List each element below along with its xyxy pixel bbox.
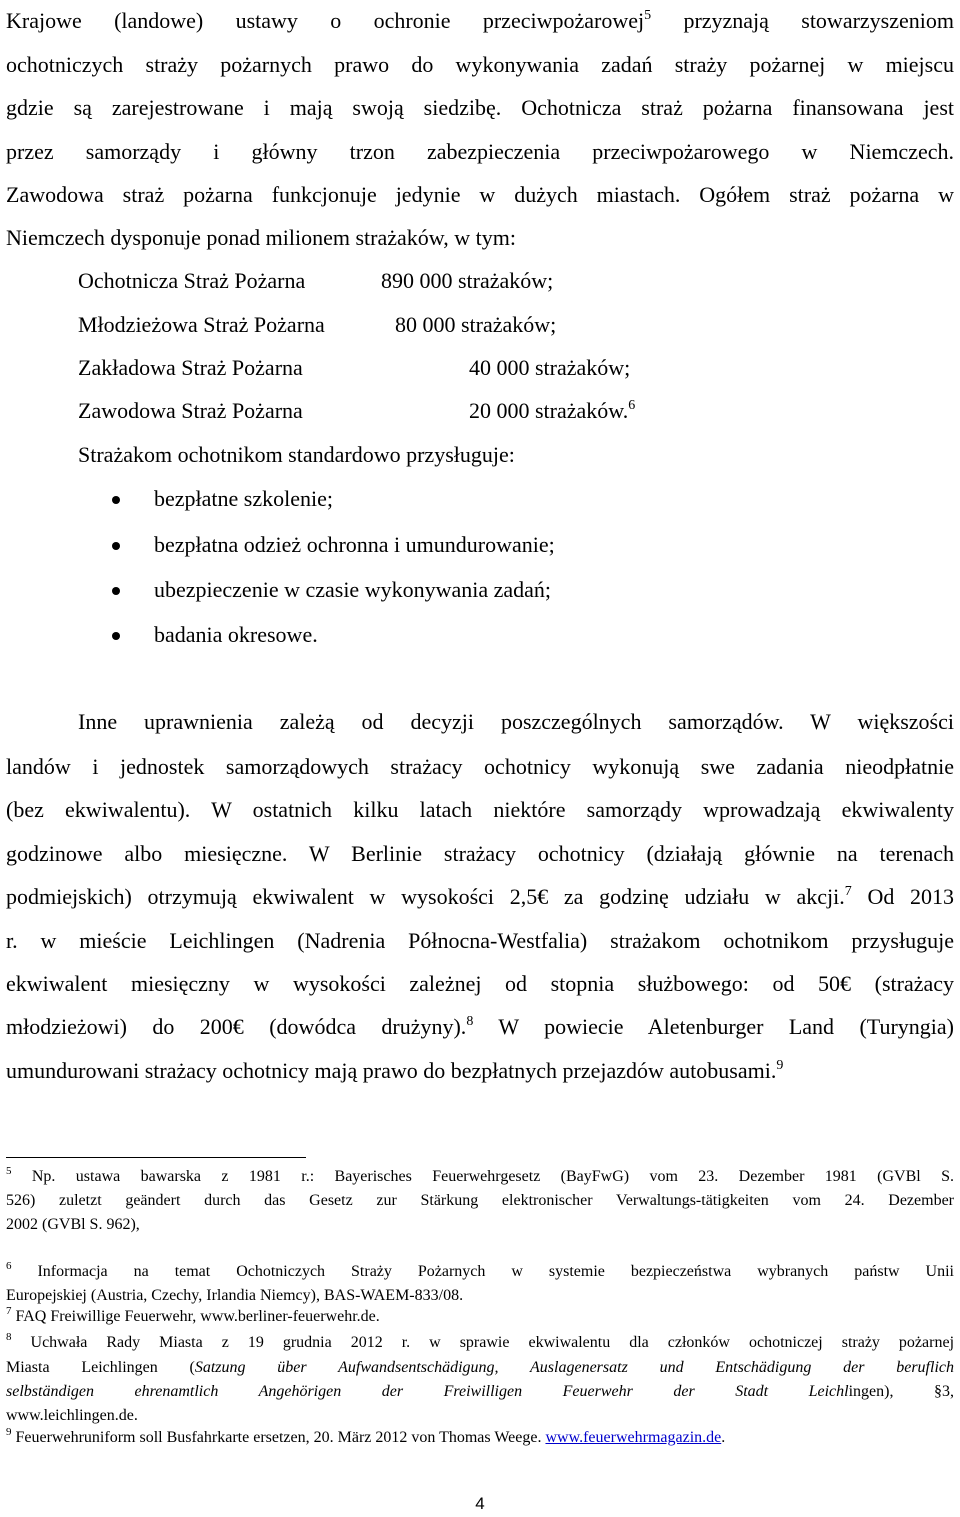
paragraph-2-line-6: r. w mieście Leichlingen (Nadrenia Północna-Westfalia) strażakom ochotnikom przysługuje [6, 928, 954, 953]
footnote-ref-5[interactable]: 5 [644, 8, 652, 23]
benefit-item: ubezpieczenie w czasie wykonywania zadań; [154, 577, 552, 602]
footnote-8: $^8$ Uchwała Rady Miasta z 19 grudnia 2012 r. w sprawie ekwiwalentu dla członków ochotniczej straży pożarnej [6, 1331, 955, 1351]
paragraph-2-line-3: (bez ekwiwalentu). W ostatnich kilku latach niektóre samorządy wprowadzają ekwiwalenty [6, 797, 954, 822]
paragraph-1-line-6: Niemczech dysponuje ponad milionem strażaków, w tym: [6, 225, 516, 250]
footnote-5: $^5$ Np. ustawa bawarska z 1981 r.: Bayerisches Feuerwehrgesetz (BayFwG) vom 23. Dezember 1981 (GVBl S. [6, 1165, 954, 1185]
page-number: 4 [475, 1494, 485, 1513]
footnote-5-line-2: 526) zuletzt geändert durch das Gesetz zur Stärkung elektronischer Verwaltungs-tätigkeiten vom 24. Dezember [6, 1192, 954, 1209]
footnote-9: $^9$ Feuerwehruniform soll Busfahrkarte ersetzen, 20. März 2012 von Thomas Weege. www.feuerwehrmagazin.de. [6, 1426, 726, 1446]
paragraph-1-line-1: Krajowe (landowe) ustawy o ochronie przeciwpożarowej$^5$ przyznają stowarzyszeniom [6, 8, 954, 33]
bullet-icon [112, 587, 120, 595]
paragraph-2-line-1: Inne uprawnienia zależą od decyzji poszczególnych samorządów. W większości [78, 709, 954, 734]
footnote-8-line-4: www.leichlingen.de. [6, 1407, 138, 1424]
paragraph-2-line-2: landów i jednostek samorządowych strażacy ochotnicy wykonują swe zadania nieodpłatnie [6, 754, 954, 779]
brigade-name: Ochotnicza Straż Pożarna [78, 268, 306, 293]
paragraph-1-line-2: ochotniczych straży pożarnych prawo do wykonywania zadań straży pożarnej w miejscu [6, 52, 954, 77]
paragraph-1-line-3: gdzie są zarejestrowane i mają swoją siedzibę. Ochotnicza straż pożarna finansowana jest [6, 95, 954, 120]
footnote-8-line-3: selbständigen ehrenamtlich Angehörigen der Freiwilligen Feuerwehr der Stadt Leichlingen), §3, [6, 1383, 955, 1400]
footnote-separator [6, 1157, 306, 1158]
bullet-icon [112, 496, 120, 504]
footnote-6-line-2: Europejskiej (Austria, Czechy, Irlandia Niemcy), BAS-WAEM-833/08. [6, 1287, 464, 1304]
footnote-ref-9[interactable]: 9 [776, 1058, 784, 1073]
footnote-ref-7[interactable]: 7 [844, 884, 852, 899]
brigade-name: Zawodowa Straż Pożarna [78, 398, 303, 423]
paragraph-2-line-5: podmiejskich) otrzymują ekwiwalent w wysokości 2,5€ za godzinę udziału w akcji.$^7$ Od 2013 [6, 884, 955, 909]
bullet-icon [112, 632, 120, 640]
brigade-count: 890 000 strażaków; [381, 268, 554, 293]
paragraph-2-line-7: ekwiwalent miesięczny w wysokości zależnej od stopnia służbowego: od 50€ (strażacy [6, 971, 954, 996]
benefit-item: bezpłatna odzież ochronna i umundurowanie; [154, 532, 555, 557]
footnote-6: $^6$ Informacja na temat Ochotniczych Straży Pożarnych w systemie bezpieczeństwa wybranych państw Unii [6, 1260, 954, 1280]
bullet-icon [112, 542, 120, 550]
feuerwehrmagazin-link[interactable]: www.feuerwehrmagazin.de [545, 1429, 722, 1446]
benefit-item: bezpłatne szkolenie; [154, 486, 333, 511]
footnote-7: $^7$ FAQ Freiwillige Feuerwehr, www.berliner-feuerwehr.de. [6, 1305, 380, 1325]
brigade-name: Młodzieżowa Straż Pożarna [78, 312, 325, 337]
paragraph-2-line-8: młodzieżowi) do 200€ (dowódca drużyny).$^8$ W powiecie Aletenburger Land (Turyngia) [6, 1014, 954, 1039]
footnote-ref-6[interactable]: 6 [628, 398, 636, 413]
benefits-intro: Strażakom ochotnikom standardowo przysługuje: [78, 442, 515, 467]
footnote-ref-8[interactable]: 8 [466, 1014, 474, 1029]
paragraph-2-line-9: umundurowani strażacy ochotnicy mają prawo do bezpłatnych przejazdów autobusami.$^9$ [6, 1058, 784, 1083]
brigade-name: Zakładowa Straż Pożarna [78, 355, 303, 380]
paragraph-1-line-4: przez samorządy i główny trzon zabezpieczenia przeciwpożarowego w Niemczech. [6, 139, 954, 164]
brigade-count: 20 000 strażaków.$^6$ [469, 398, 636, 423]
footnote-5-line-3: 2002 (GVBl S. 962), [6, 1216, 140, 1233]
brigade-count: 40 000 strażaków; [469, 355, 631, 380]
footnote-8-line-2: Miasta Leichlingen (Satzung über Aufwandsentschädigung, Auslagenersatz und Entschädigung der beruflich [6, 1359, 954, 1376]
benefit-item: badania okresowe. [154, 622, 318, 647]
paragraph-1-line-5: Zawodowa straż pożarna funkcjonuje jedynie w dużych miastach. Ogółem straż pożarna w [6, 182, 954, 207]
brigade-count: 80 000 strażaków; [395, 312, 557, 337]
paragraph-2-line-4: godzinowe albo miesięczne. W Berlinie strażacy ochotnicy (działają głównie na terenach [6, 841, 954, 866]
